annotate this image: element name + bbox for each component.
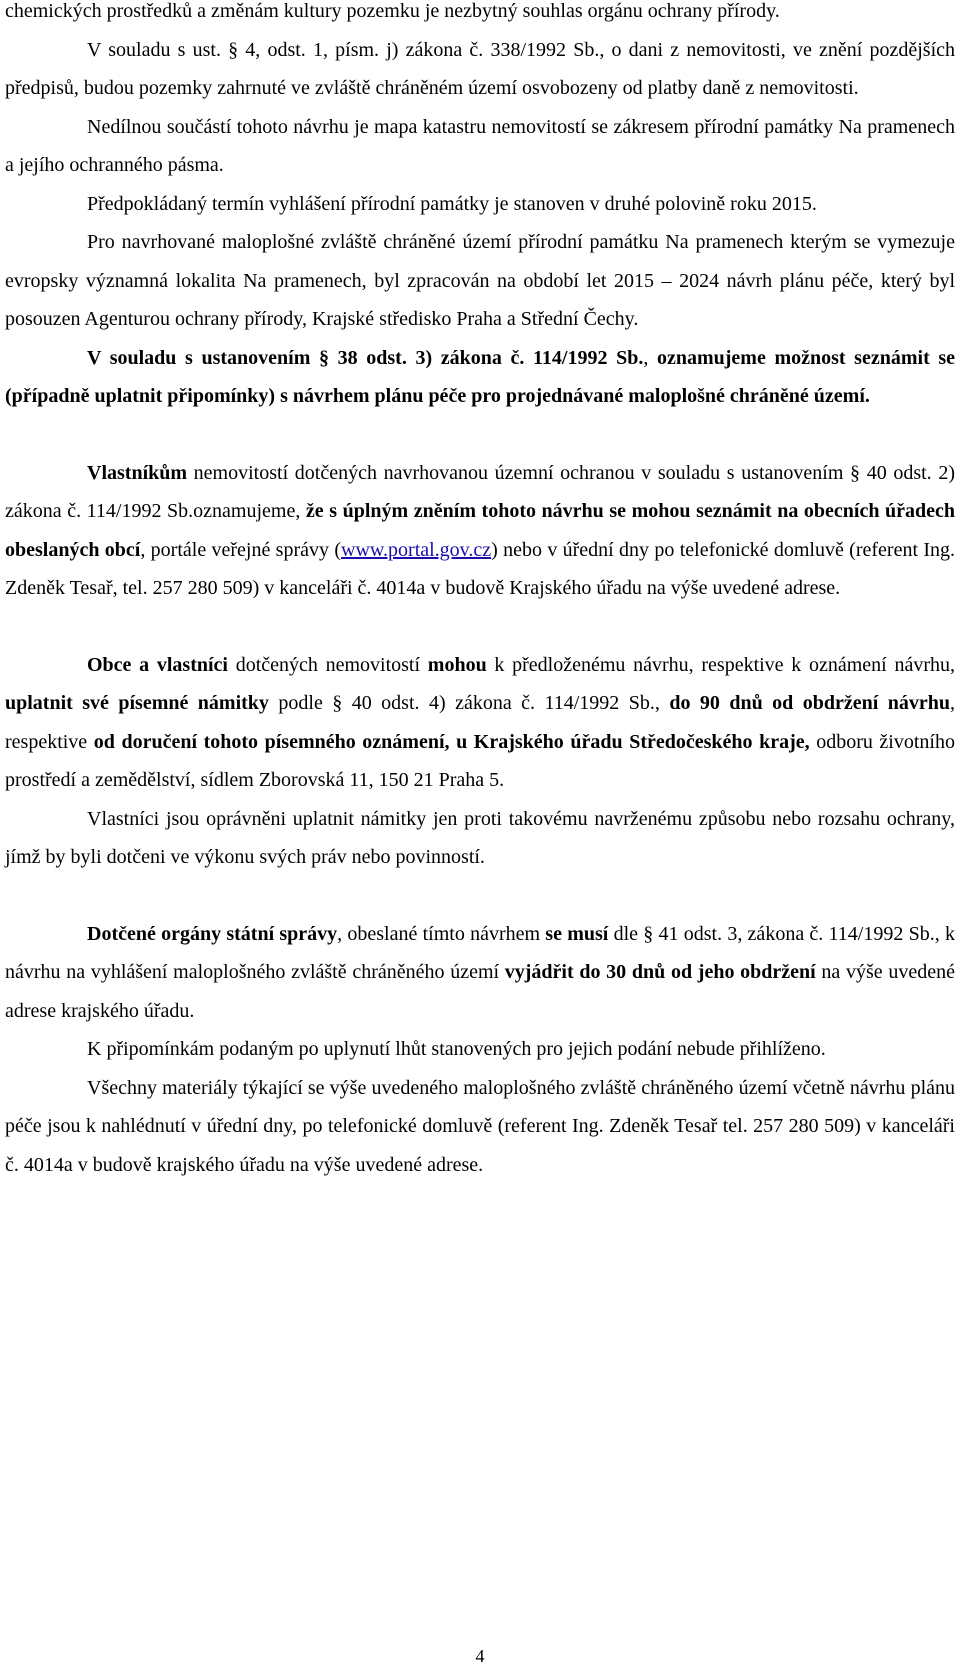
paragraph-owner-rights: Vlastníci jsou oprávněni uplatnit námitky jen proti takovému navrženému způsobu nebo rozsahu ochrany, jímž by byli dotčeni ve výkonu svých práv nebo povinností. [5, 807, 955, 868]
paragraph-owners: Vlastníkům nemovitostí dotčených navrhovanou územní ochranou v souladu s ustanovením § 40 odst. 2) zákona č. 114/1992 Sb.oznamujeme, že s úplným zněním tohoto návrhu se mohou seznámit na obecních úřadech obeslaných obcí, portále veřejné správy (www.portal.gov.cz) nebo v úřední dny po telefonické domluvě (referent Ing. Zdeněk Tesař, tel. 257 280 509) v kanceláři č. 4014a v budově Krajského úřadu na výše uvedené adrese. [5, 461, 956, 599]
authorities-bold-must: se musí [545, 922, 609, 945]
paragraph-tax-exemption: V souladu s ust. § 4, odst. 1, písm. j) zákona č. 338/1992 Sb., o dani z nemovitosti, ve znění pozdějších předpisů, budou pozemky zahrnuté ve zvláště chráněném území osvobozeny od platby daně z nemovitosti. [5, 38, 955, 99]
paragraph-consent: chemických prostředků a změnám kultury pozemku je nezbytný souhlas orgánu ochrany přírody. [5, 0, 780, 22]
objections-bold-office: od doručení tohoto písemného oznámení, u Krajského úřadu Středočeského kraje, [93, 730, 810, 753]
portal-link[interactable]: www.portal.gov.cz [341, 538, 492, 561]
notice-bold-legal: V souladu s ustanovením § 38 odst. 3) zákona č. 114/1992 Sb. [87, 346, 644, 369]
authorities-bold-who: Dotčené orgány státní správy [87, 922, 338, 945]
paragraph-objections: Obce a vlastníci dotčených nemovitostí mohou k předloženému návrhu, respektive k oznámení návrhu, uplatnit své písemné námitky podle § 40 odst. 4) zákona č. 114/1992 Sb., do 90 dnů od obdržení návrhu, respektive od doručení tohoto písemného oznámení, u Krajského úřadu Středočeského kraje, odboru životního prostředí a zemědělství, sídlem Zborovská 11, 150 21 Praha 5. [5, 653, 955, 791]
objections-bold-deadline: do 90 dnů od obdržení návrhu [669, 692, 950, 714]
authorities-bold-deadline: vyjádřit do 30 dnů od jeho obdržení [504, 961, 816, 983]
owners-bold-where: že s úplným zněním tohoto návrhu se mohou seznámit na obecních úřadech obeslaných obcí [5, 500, 956, 561]
paragraph-care-plan-notice: V souladu s ustanovením § 38 odst. 3) zákona č. 114/1992 Sb., oznamujeme možnost seznámit se (případně uplatnit připomínky) s návrhem plánu péče pro projednávané maloplošné chráněné území. [5, 346, 956, 407]
objections-bold-who: Obce a vlastníci [87, 653, 228, 676]
objections-bold-raise: uplatnit své písemné námitky [5, 692, 269, 714]
document-page [5, 0, 955, 1184]
paragraph-care-plan: Pro navrhované maloplošné zvláště chráněné území přírodní památku Na pramenech kterým se vymezuje evropsky významná lokalita Na pramenech, byl zpracován na období let 2015 – 2024 návrh plánu péče, který byl posouzen Agenturou ochrany přírody, Krajské středisko Praha a Střední Čechy. [5, 231, 955, 330]
paragraph-authorities: Dotčené orgány státní správy, obeslané tímto návrhem se musí dle § 41 odst. 3, zákona č. 114/1992 Sb., k návrhu na vyhlášení maloplošného zvláště chráněného území vyjádřit do 30 dnů od jeho obdržení na výše uvedené adrese krajského úřadu. [5, 922, 955, 1022]
paragraph-declaration-term: Předpokládaný termín vyhlášení přírodní památky je stanoven v druhé polovině roku 2015. [87, 192, 817, 215]
paragraph-cadastral-map: Nedílnou součástí tohoto návrhu je mapa katastru nemovitostí se zákresem přírodní památky Na pramenech a jejího ochranného pásma. [5, 115, 955, 176]
paragraph-materials: Všechny materiály týkající se výše uvedeného maloplošného zvláště chráněného území včetně návrhu plánu péče jsou k nahlédnutí v úřední dny, po telefonické domluvě (referent Ing. Zdeněk Tesař tel. 257 280 509) v kanceláři č. 4014a v budově krajského úřadu na výše uvedené adrese. [5, 1076, 955, 1176]
paragraph-late-comments: K připomínkám podaným po uplynutí lhůt stanovených pro jejich podání nebude přihlíženo. [87, 1038, 826, 1060]
objections-bold-may: mohou [427, 653, 487, 676]
page-number: 4 [475, 1646, 485, 1666]
owners-bold-label: Vlastníkům [87, 461, 188, 484]
notice-bold-announcement: oznamujeme možnost seznámit se (případně uplatnit připomínky) s návrhem plánu péče pro projednávané maloplošné chráněné území. [5, 346, 956, 407]
